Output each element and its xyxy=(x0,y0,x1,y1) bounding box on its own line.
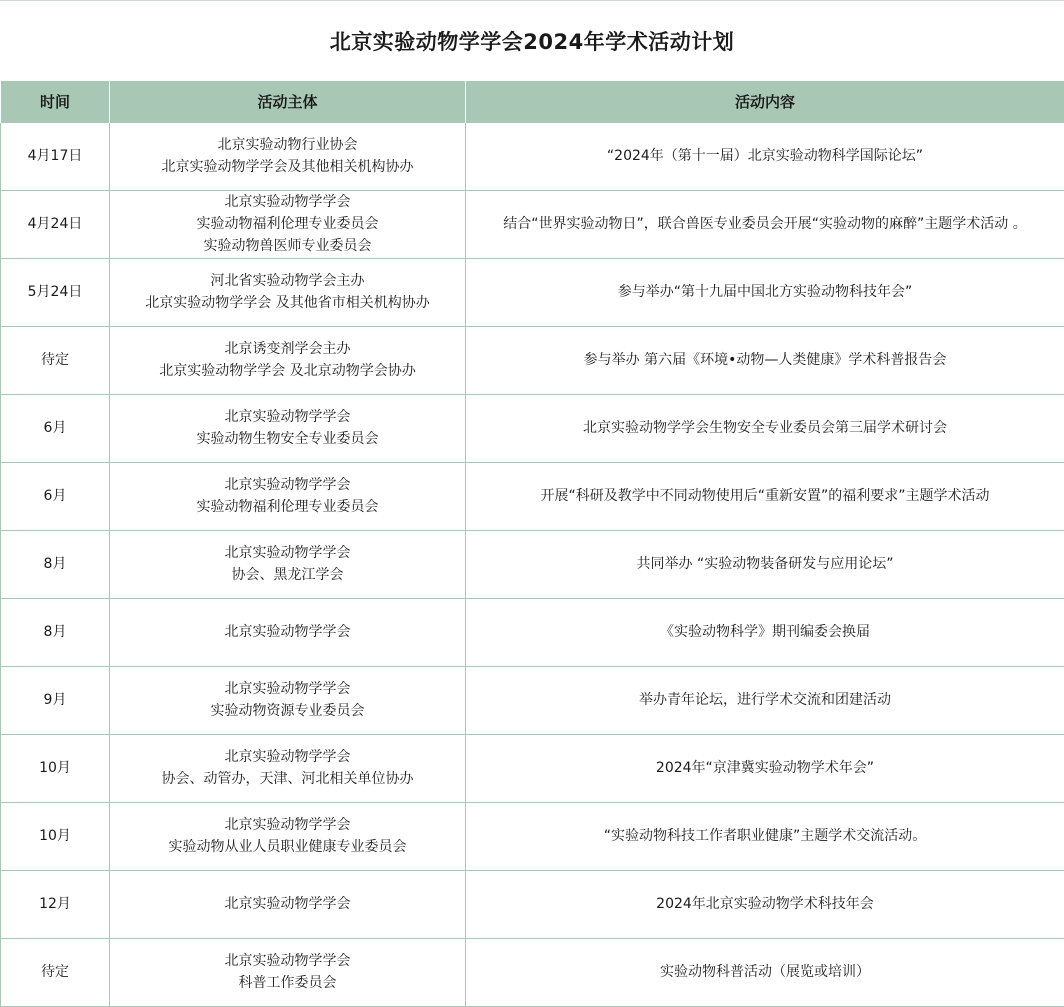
host-line: 河北省实验动物学会主办 xyxy=(210,273,365,289)
time-cell: 待定 xyxy=(1,326,110,394)
content-cell: 《实验动物科学》期刊编委会换届 xyxy=(466,598,1064,666)
host-cell xyxy=(110,394,466,462)
host-line: 北京实验动物学学会 及北京动物学会协办 xyxy=(159,363,416,379)
host-line: 北京实验动物学学会 xyxy=(224,624,351,640)
host-line: 科普工作委员会 xyxy=(238,975,337,991)
host-cell xyxy=(110,870,466,938)
content-cell: 参与举办 第六届《环境•动物—人类健康》学术科普报告会 xyxy=(466,326,1064,394)
page-title: 北京实验动物学学会2024年学术活动计划 xyxy=(329,30,735,54)
host-line: 实验动物福利伦理专业委员会 xyxy=(196,216,379,232)
table-row xyxy=(1,666,1064,734)
content-cell: 2024年“京津冀实验动物学术年会” xyxy=(466,734,1064,802)
header-row xyxy=(1,81,1064,122)
host-line: 实验动物从业人员职业健康专业委员会 xyxy=(168,839,407,855)
table-row xyxy=(1,258,1064,326)
host-line: 北京实验动物学学会 xyxy=(224,817,351,833)
host-cell xyxy=(110,530,466,598)
host-cell xyxy=(110,462,466,530)
time-cell: 6月 xyxy=(1,394,110,462)
time-cell: 9月 xyxy=(1,666,110,734)
title-bar xyxy=(0,0,1064,81)
content-cell: 2024年北京实验动物学术科技年会 xyxy=(466,870,1064,938)
header-content: 活动内容 xyxy=(466,81,1064,122)
host-line: 实验动物福利伦理专业委员会 xyxy=(196,499,379,515)
host-line: 北京实验动物学学会 xyxy=(224,545,351,561)
content-cell: 结合“世界实验动物日”，联合兽医专业委员会开展“实验动物的麻醉”主题学术活动 。 xyxy=(466,190,1064,258)
content-cell: 实验动物科普活动（展览或培训） xyxy=(466,938,1064,1006)
host-line: 北京实验动物学学会 xyxy=(224,409,351,425)
host-cell xyxy=(110,666,466,734)
time-cell: 12月 xyxy=(1,870,110,938)
table-row xyxy=(1,394,1064,462)
content-cell: 参与举办“第十九届中国北方实验动物科技年会” xyxy=(466,258,1064,326)
time-cell: 5月24日 xyxy=(1,258,110,326)
host-line: 北京实验动物行业协会 xyxy=(217,137,358,153)
table-row xyxy=(1,802,1064,870)
host-cell xyxy=(110,326,466,394)
table-body xyxy=(1,122,1064,1006)
header-host: 活动主体 xyxy=(110,81,466,122)
content-cell: 共同举办 “实验动物装备研发与应用论坛” xyxy=(466,530,1064,598)
table-row xyxy=(1,530,1064,598)
time-cell: 6月 xyxy=(1,462,110,530)
host-line: 北京实验动物学学会 xyxy=(224,953,351,969)
host-cell xyxy=(110,938,466,1006)
host-line: 北京实验动物学学会 及其他省市相关机构协办 xyxy=(145,295,430,311)
content-cell: “实验动物科技工作者职业健康”主题学术交流活动。 xyxy=(466,802,1064,870)
time-cell: 4月24日 xyxy=(1,190,110,258)
table-row xyxy=(1,122,1064,190)
table-row xyxy=(1,326,1064,394)
content-cell: “2024年（第十一届）北京实验动物科学国际论坛” xyxy=(466,122,1064,190)
table-header xyxy=(1,81,1064,122)
host-line: 北京诱变剂学会主办 xyxy=(224,341,351,357)
host-cell xyxy=(110,802,466,870)
host-cell xyxy=(110,122,466,190)
host-line: 北京实验动物学学会 xyxy=(224,896,351,912)
table-row xyxy=(1,598,1064,666)
time-cell: 待定 xyxy=(1,938,110,1006)
content-cell: 举办青年论坛，进行学术交流和团建活动 xyxy=(466,666,1064,734)
host-cell xyxy=(110,598,466,666)
time-cell: 4月17日 xyxy=(1,122,110,190)
host-line: 北京实验动物学学会 xyxy=(224,681,351,697)
host-line: 北京实验动物学学会及其他相关机构协办 xyxy=(161,159,414,175)
time-cell: 8月 xyxy=(1,598,110,666)
host-line: 北京实验动物学学会 xyxy=(224,194,351,210)
host-line: 北京实验动物学学会 xyxy=(224,749,351,765)
host-line: 协会、黑龙江学会 xyxy=(231,567,344,583)
content-cell: 开展“科研及教学中不同动物使用后“重新安置”的福利要求”主题学术活动 xyxy=(466,462,1064,530)
activity-table xyxy=(0,81,1064,1007)
time-cell: 8月 xyxy=(1,530,110,598)
header-time: 时间 xyxy=(1,81,110,122)
host-line: 实验动物兽医师专业委员会 xyxy=(203,238,372,254)
table-row xyxy=(1,462,1064,530)
table-row xyxy=(1,190,1064,258)
table-row xyxy=(1,734,1064,802)
host-line: 北京实验动物学学会 xyxy=(224,477,351,493)
table-row xyxy=(1,870,1064,938)
time-cell: 10月 xyxy=(1,802,110,870)
time-cell: 10月 xyxy=(1,734,110,802)
host-line: 协会、动管办，天津、河北相关单位协办 xyxy=(161,771,414,787)
host-line: 实验动物资源专业委员会 xyxy=(210,703,365,719)
table-row xyxy=(1,938,1064,1006)
host-cell xyxy=(110,190,466,258)
host-line: 实验动物生物安全专业委员会 xyxy=(196,431,379,447)
content-cell: 北京实验动物学学会生物安全专业委员会第三届学术研讨会 xyxy=(466,394,1064,462)
host-cell xyxy=(110,734,466,802)
host-cell xyxy=(110,258,466,326)
